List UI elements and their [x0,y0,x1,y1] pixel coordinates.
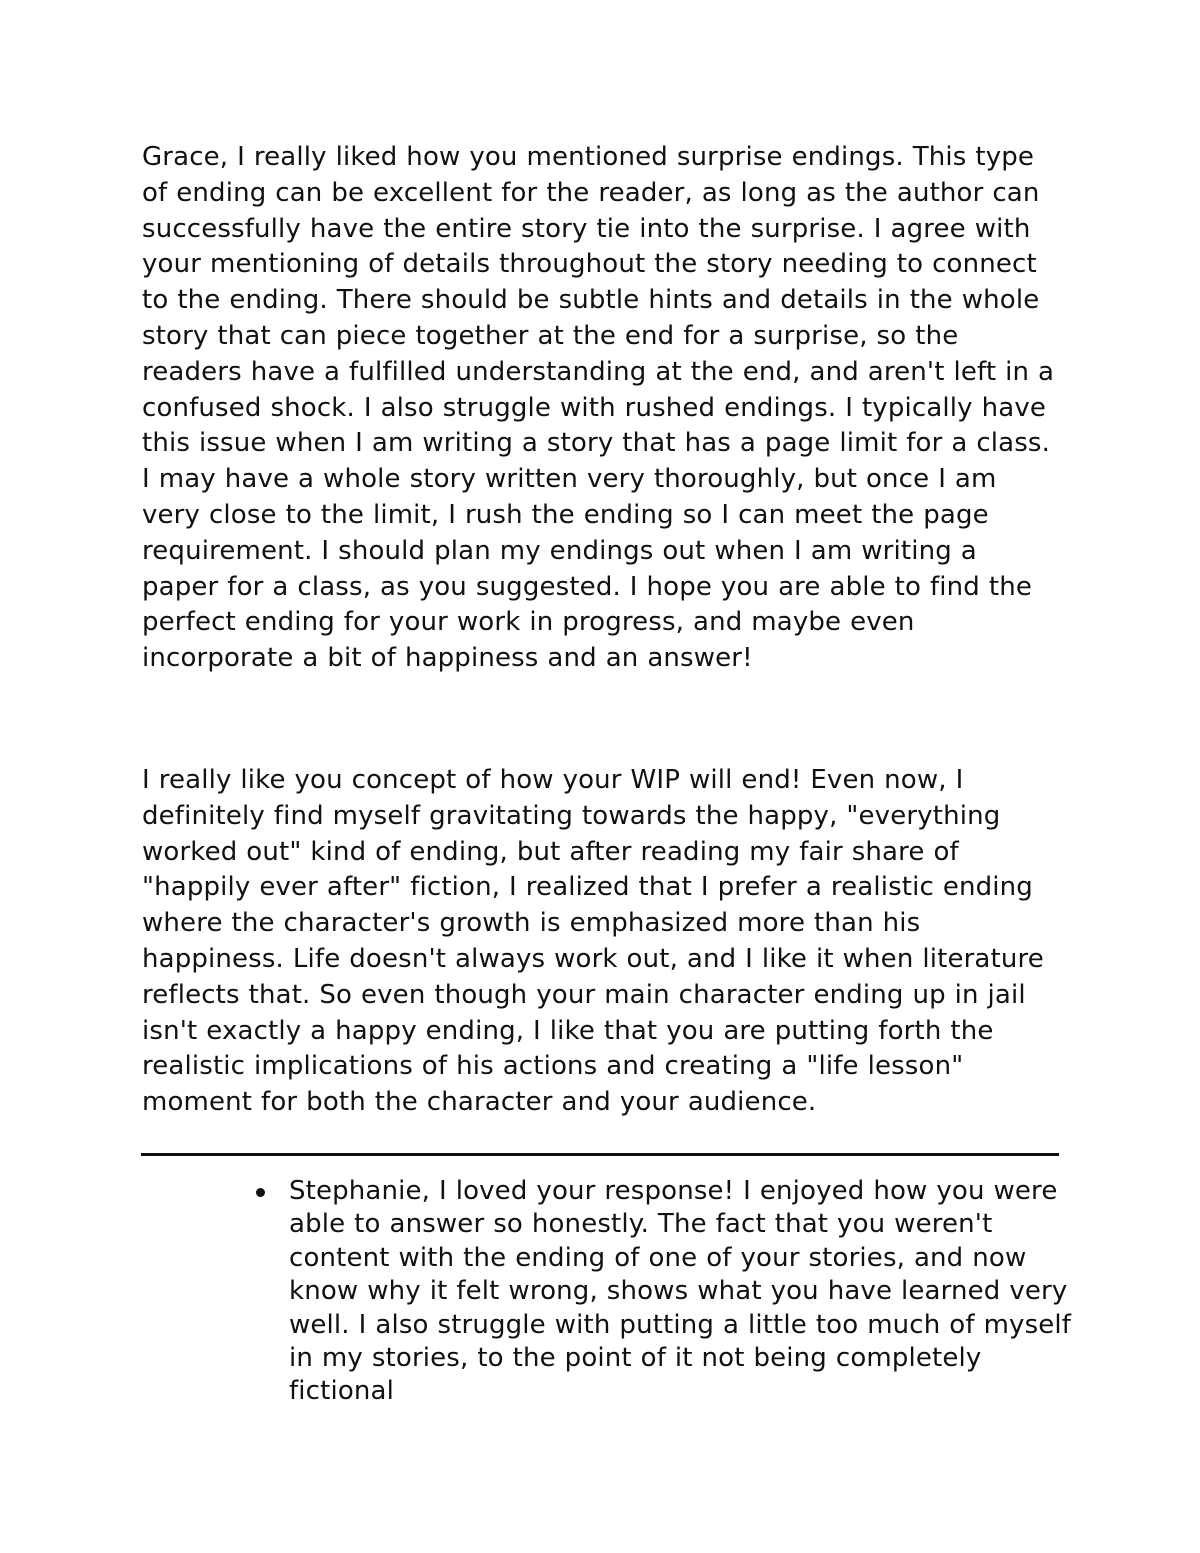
list-item [252,1175,1072,1409]
horizontal-rule [141,1153,1059,1156]
bullet-dot-icon [256,1188,265,1197]
paragraph-reply-to-grace: Grace, I really liked how you mentioned surprise endings. This type of ending can be excellent for the reader, as long as the author can successfully have the entire story tie into the surprise. I agree with your mentioning of details throughout the story needing to connect to the ending. There should be subtle hints and details in the whole story that can piece together at the end for a surprise, so the readers have a fulfilled understanding at the end, and aren't left in a confused shock. I also struggle with rushed endings. I typically have this issue when I am writing a story that has a page limit for a class. I may have a whole story written very thoroughly, but once I am very close to the limit, I rush the ending so I can meet the page requirement. I should plan my endings out when I am writing a paper for a class, as you suggested. I hope you are able to find the perfect ending for your work in progress, and maybe even incorporate a bit of happiness and an answer! [142,142,1055,674]
paragraph-wip-ending: I really like you concept of how your WIP will end! Even now, I definitely find myself gravitating towards the happy, "everything worked out" kind of ending, but after reading my fair share of "happily ever after" fiction, I realized that I prefer a realistic ending where the character's growth is emphasized more than his happiness. Life doesn't always work out, and I like it when literature reflects that. So even though your main character ending up in jail isn't exactly a happy ending, I like that you are putting forth the realistic implications of his actions and creating a "life lesson" moment for both the character and your audience. [142,765,1044,1118]
bullet-text: Stephanie, I loved your response! I enjoyed how you were able to answer so honestly. The fact that you weren't content with the ending of one of your stories, and now know why it felt wrong, shows what you have learned very well. I also struggle with putting a little too much of myself in my stories, to the point of it not being completely fictional [289,1176,1072,1407]
bullet-list [252,1175,1072,1409]
